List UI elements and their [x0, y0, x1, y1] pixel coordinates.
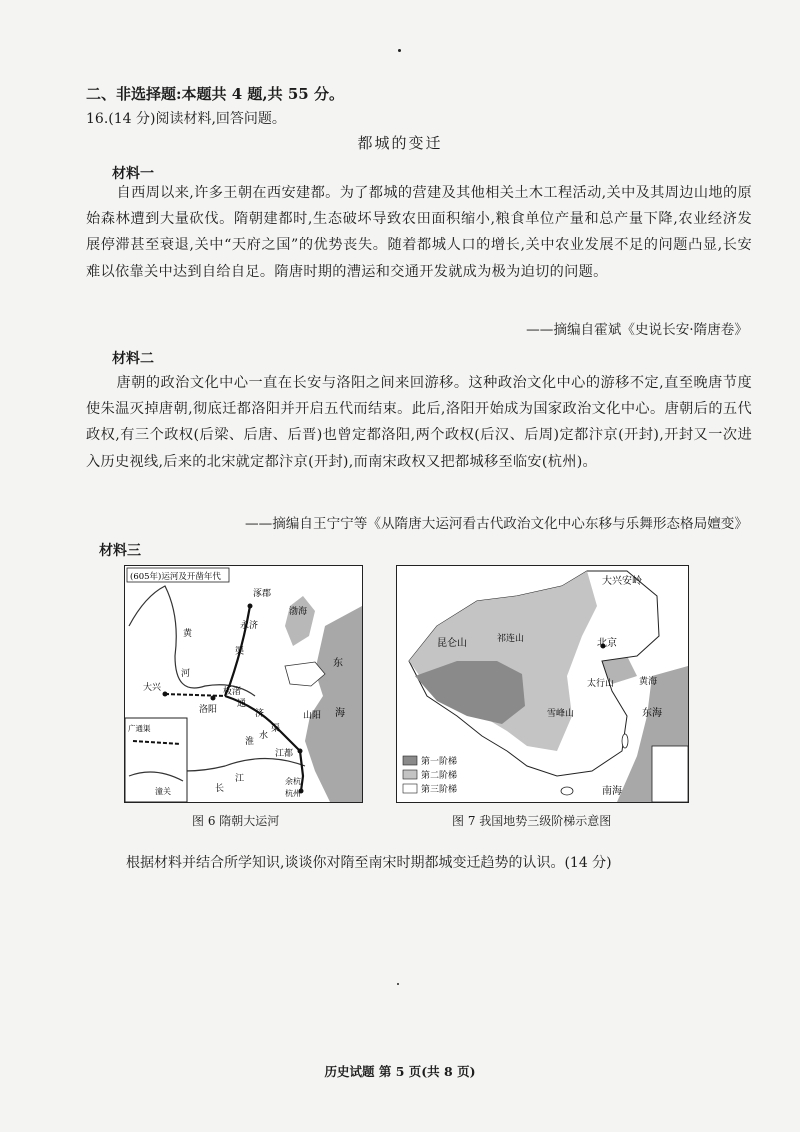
top-mark [398, 49, 401, 52]
label-guangtong: 广通渠 [128, 724, 151, 733]
label-chang: 长 [215, 784, 225, 794]
label-beijing: 北京 [597, 638, 617, 649]
label-zhuojun: 涿郡 [253, 589, 272, 599]
luoyang-city-marker [211, 696, 216, 701]
label-qu1: 渠 [235, 647, 245, 657]
label-jiangdu: 江都 [275, 749, 294, 759]
legend-tier1: 第一阶梯 [421, 757, 458, 767]
east-sea-area [305, 606, 362, 802]
label-hai: 海 [335, 708, 345, 719]
material2-text: 唐朝的政治文化中心一直在长安与洛阳之间来回游移。这种政治文化中心的游移不定,直至晚唐节度使朱温灭掉唐朝,彻底迁都洛阳并开启五代而结束。此后,洛阳开始成为国家政治文化中心。唐朝后的五代政权,有三个政权(后梁、后唐、后晋)也曾定都洛阳,两个政权(后汉、后周)定都汴京(开封),开封又一次进入历史视线,后来的北宋就定都汴京(开封),而南宋政权又把都城移至临安(杭州)。 [86, 375, 752, 470]
label-tongguan: 潼关 [155, 787, 171, 796]
legend-tier2: 第二阶梯 [421, 771, 458, 781]
label-donghai: 东海 [642, 708, 662, 719]
legend-swatch-tier2 [403, 770, 417, 779]
material2-source: ——摘编自王宁宁等《从隋唐大运河看古代政治文化中心东移与乐舞形态格局嬗变》 [245, 516, 748, 532]
label-bianzhou: 板渚 [223, 687, 242, 697]
legend-swatch-tier3 [403, 784, 417, 793]
label-hangzhou: 杭州 [285, 789, 301, 798]
terrain-tier-map-drawing [397, 566, 688, 802]
hainan-island [561, 787, 573, 795]
label-bohai: 渤海 [289, 607, 308, 617]
grand-canal-map-drawing [125, 566, 362, 802]
label-huang: 黄 [183, 629, 193, 639]
question-prompt: 根据材料并结合所学知识,谈谈你对隋至南宋时期都城变迁趋势的认识。(14 分) [126, 855, 612, 871]
map1-legend: (605年)运河及开凿年代 [130, 572, 221, 582]
label-daxinganling: 大兴安岭 [602, 576, 642, 587]
label-jiang: 江 [235, 774, 245, 784]
label-taihang: 太行山 [587, 679, 615, 689]
figure6-caption: 图 6 隋朝大运河 [192, 814, 280, 828]
grand-canal-map [124, 565, 363, 803]
label-ji: 济 [255, 709, 265, 719]
first-tier-area [415, 661, 525, 724]
question-title: 都城的变迁 [357, 134, 443, 152]
daxing-city-marker [163, 692, 168, 697]
label-dong: 东 [333, 658, 343, 669]
question-number: 16.(14 分)阅读材料,回答问题。 [86, 111, 286, 127]
page-footer: 历史试题 第 5 页(共 8 页) [324, 1064, 476, 1079]
label-huanghai: 黄海 [639, 677, 658, 687]
material3-label: 材料三 [99, 543, 141, 559]
label-nanhai: 南海 [602, 786, 622, 797]
material1-source: ——摘编自霍斌《史说长安·隋唐卷》 [526, 322, 748, 338]
material1-label: 材料一 [112, 166, 154, 182]
label-daxing: 大兴 [143, 683, 162, 693]
material1-text: 自西周以来,许多王朝在西安建都。为了都城的营建及其他相关土木工程活动,关中及其周边山地的原始森林遭到大量砍伐。隋朝建都时,生态破坏导致农田面积缩小,粮食单位产量和总产量下降,农业经济发展停滞甚至衰退,关中“天府之国”的优势丧失。随着都城人口的增长,关中农业发展不足的问题凸显,长安难以依靠关中达到自给自足。隋唐时期的漕运和交通开发就成为极为迫切的问题。 [86, 185, 752, 280]
south-sea-inset [652, 746, 688, 802]
bottom-mark [397, 983, 399, 985]
material2-label: 材料二 [112, 351, 154, 367]
label-qu2: 渠 [271, 724, 281, 734]
label-yuhang: 余杭 [285, 777, 301, 786]
yellow-river [129, 586, 255, 696]
label-luoyang: 洛阳 [199, 705, 218, 715]
zhuojun-city-marker [248, 604, 253, 609]
label-huai: 淮 [245, 737, 255, 747]
legend-tier3: 第三阶梯 [421, 785, 458, 795]
figure7-caption: 图 7 我国地势三级阶梯示意图 [452, 814, 612, 828]
label-tong: 通 [237, 699, 247, 709]
section-heading: 二、非选择题:本题共 4 题,共 55 分。 [86, 85, 344, 103]
label-yongji: 永济 [240, 621, 259, 631]
label-qilian: 祁连山 [497, 634, 525, 644]
label-xuefeng: 雪峰山 [547, 709, 575, 719]
legend-swatch-tier1 [403, 756, 417, 765]
label-shanyang: 山阳 [303, 711, 322, 721]
label-he: 河 [181, 669, 191, 679]
guangtong-canal [165, 694, 225, 696]
label-kunlun: 昆仑山 [437, 638, 467, 649]
bohai-sea-area [285, 596, 315, 646]
terrain-tier-map [396, 565, 689, 803]
label-shui: 水 [259, 731, 269, 741]
jiangdu-city-marker [298, 749, 303, 754]
taiwan-island [622, 734, 628, 748]
